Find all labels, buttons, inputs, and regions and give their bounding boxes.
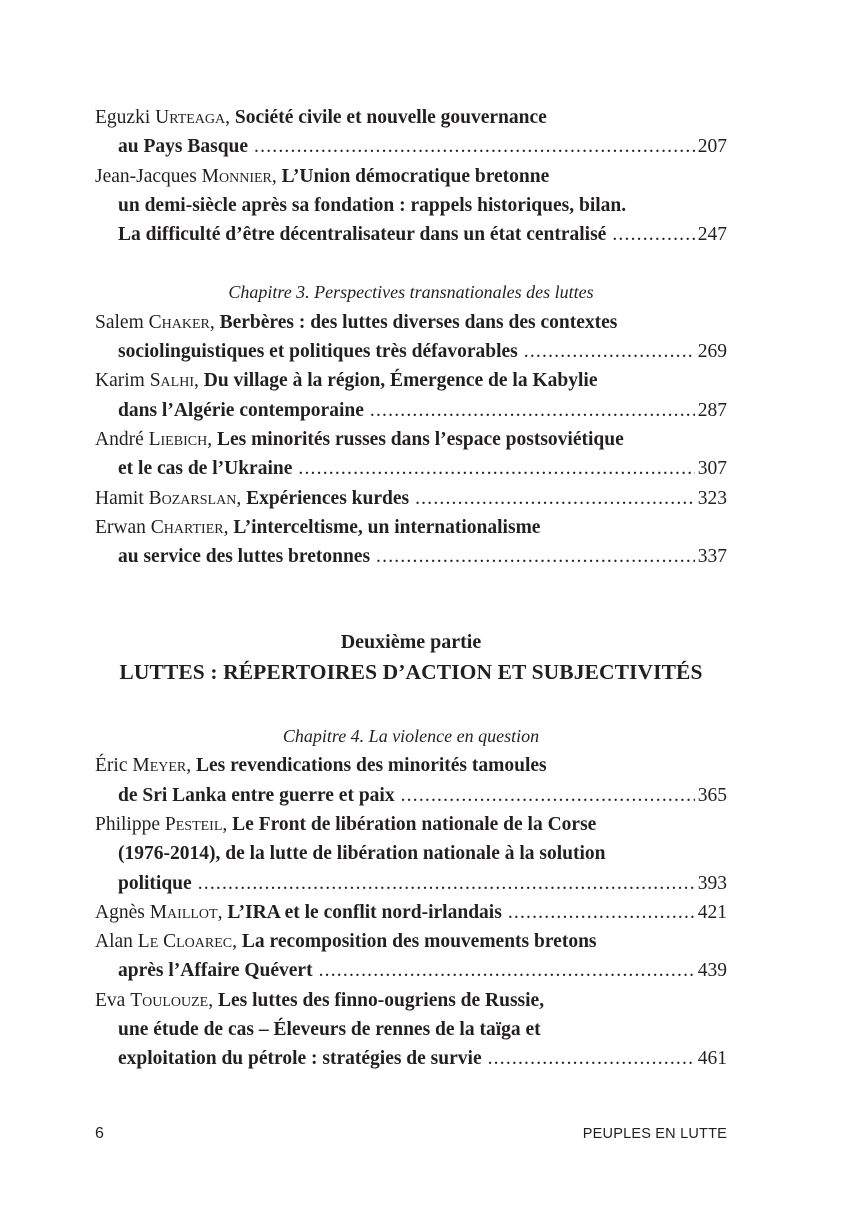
dot-leader xyxy=(298,454,694,483)
toc-entry-line xyxy=(95,366,727,395)
chapter-title: Expériences kurdes xyxy=(246,487,410,509)
chapter-title: L’Union démocratique bretonne xyxy=(281,165,550,187)
chapter-3-heading: Chapitre 3. Perspectives transnationales des luttes xyxy=(228,282,594,303)
toc-entry xyxy=(95,810,727,898)
chapter-title: politique xyxy=(118,872,192,894)
page-ref: 323 xyxy=(697,487,727,509)
author-first-name: Salem xyxy=(95,311,144,333)
toc-entry xyxy=(95,425,727,484)
chapter-title: L’IRA et le conflit nord-irlandais xyxy=(227,901,502,923)
author-last-name: Salhi xyxy=(149,370,194,392)
chapter-title: Du village à la région, Émergence de la Kabylie xyxy=(203,370,598,392)
toc-entry-text xyxy=(118,1044,482,1073)
author-first-name: Agnès xyxy=(95,901,145,923)
toc-entry-line xyxy=(95,162,727,191)
dot-leader xyxy=(524,337,695,366)
part-label: Deuxième partie xyxy=(340,631,482,654)
page-ref: 207 xyxy=(697,136,727,158)
author-first-name: Karim xyxy=(95,370,145,392)
toc-entry-line xyxy=(95,839,727,868)
table-of-contents xyxy=(95,103,727,1074)
toc-entry xyxy=(95,986,727,1074)
chapter-title: La difficulté d’être décentralisateur dans un état centralisé xyxy=(118,224,607,246)
chapter-title: au service des luttes bretonnes xyxy=(118,546,371,568)
toc-entry-text xyxy=(118,542,370,571)
toc-entry-text: Eva Toulouze, Les luttes des finno-ougriens de Russie, xyxy=(95,989,545,1011)
toc-entry xyxy=(95,484,727,513)
running-head: PEUPLES EN LUTTE xyxy=(582,1126,727,1142)
page-number: 6 xyxy=(95,1125,104,1142)
chapter-title: Les minorités russes dans l’espace postsoviétique xyxy=(216,428,624,450)
chapter-title: et le cas de l’Ukraine xyxy=(118,458,293,480)
chapter-title: Berbères : des luttes diverses dans des contextes xyxy=(219,311,618,333)
chapter-title: Société civile et nouvelle gouvernance xyxy=(234,107,547,128)
toc-entry-last-line xyxy=(95,396,727,425)
chapter-title: Le Front de libération nationale de la Corse xyxy=(232,813,597,835)
dot-leader xyxy=(254,132,695,161)
author-first-name: Erwan xyxy=(95,516,146,538)
toc-entry-last-line xyxy=(95,454,727,483)
toc-entry-text: André Liebich, Les minorités russes dans l’espace postsoviétique xyxy=(95,428,624,450)
dot-leader xyxy=(401,781,695,810)
chapter-title: dans l’Algérie contemporaine xyxy=(118,399,364,421)
toc-entry-line xyxy=(95,103,727,132)
author-first-name: André xyxy=(95,428,144,450)
toc-entry-line xyxy=(95,927,727,956)
page-ref: 287 xyxy=(697,399,727,421)
toc-entry-line xyxy=(95,191,727,220)
author-first-name: Alan xyxy=(95,931,133,953)
toc-entry-line xyxy=(95,513,727,542)
page-ref: 439 xyxy=(697,960,727,982)
spacer xyxy=(95,571,727,628)
toc-entry xyxy=(95,162,727,250)
page-ref: 393 xyxy=(697,872,727,894)
toc-entry-text xyxy=(118,132,248,161)
chapter-title: un demi-siècle après sa fondation : rappels historiques, bilan. xyxy=(118,194,627,216)
toc-entry xyxy=(95,513,727,572)
author-last-name: Urteaga xyxy=(155,107,226,128)
page-ref: 247 xyxy=(697,224,727,246)
toc-entry-last-line xyxy=(95,484,727,513)
page-ref: 365 xyxy=(697,784,727,806)
author-last-name: Chartier xyxy=(150,516,224,538)
author-first-name: Eguzki xyxy=(95,107,151,128)
chapter-title: sociolinguistiques et politiques très défavorables xyxy=(118,341,518,363)
author-first-name: Philippe xyxy=(95,813,161,835)
toc-entry-last-line xyxy=(95,956,727,985)
toc-entry-text xyxy=(118,869,192,898)
toc-entry-text: Hamit Bozarslan, Expériences kurdes xyxy=(95,487,410,509)
toc-entry-last-line xyxy=(95,1044,727,1073)
toc-entry-text: Jean-Jacques Monnier, L’Union démocratique bretonne xyxy=(95,165,550,187)
toc-entry-text xyxy=(118,781,395,810)
toc-entry-text: Philippe Pesteil, Le Front de libération nationale de la Corse xyxy=(95,813,597,835)
author-last-name: Pesteil xyxy=(164,813,223,835)
author-last-name: Le Cloarec xyxy=(137,931,233,953)
toc-entry-text xyxy=(118,195,626,216)
toc-entry xyxy=(95,927,727,986)
author-last-name: Bozarslan xyxy=(148,487,237,509)
toc-entry xyxy=(95,103,727,162)
chapter-title: Les luttes des finno-ougriens de Russie, xyxy=(217,989,545,1011)
toc-entry-line xyxy=(95,751,727,780)
spacer xyxy=(95,249,727,278)
part-title: LUTTES : RÉPERTOIRES D’ACTION ET SUBJECTIVITÉS xyxy=(119,659,703,684)
chapter-title: de Sri Lanka entre guerre et paix xyxy=(118,784,395,806)
author-last-name: Monnier xyxy=(201,165,272,187)
toc-group-1 xyxy=(95,103,727,249)
toc-entry-last-line xyxy=(95,542,727,571)
toc-entry-text xyxy=(118,220,606,249)
toc-entry-line xyxy=(95,810,727,839)
toc-entry-text: Salem Chaker, Berbères : des luttes diverses dans des contextes xyxy=(95,311,618,333)
toc-entry-text xyxy=(118,956,313,985)
toc-entry-last-line xyxy=(95,132,727,161)
toc-entry-last-line xyxy=(95,781,727,810)
toc-group-2 xyxy=(95,308,727,572)
toc-entry-text: Eguzki Urteaga, Société civile et nouvelle gouvernance xyxy=(95,107,547,128)
toc-entry-text: Erwan Chartier, L’interceltisme, un internationalisme xyxy=(95,516,541,538)
author-first-name: Hamit xyxy=(95,487,144,509)
chapter-title: une étude de cas – Éleveurs de rennes de la taïga et xyxy=(118,1019,541,1041)
dot-leader xyxy=(508,898,695,927)
page-ref: 337 xyxy=(697,546,727,568)
page-ref: 421 xyxy=(697,901,727,923)
author-last-name: Toulouze xyxy=(130,989,209,1011)
spacer xyxy=(95,687,727,722)
toc-entry xyxy=(95,366,727,425)
toc-entry-text: Alan Le Cloarec, La recomposition des mouvements bretons xyxy=(95,931,597,953)
chapter-title: (1976-2014), de la lutte de libération nationale à la solution xyxy=(118,843,606,865)
chapter-title: après l’Affaire Quévert xyxy=(118,960,313,982)
toc-entry xyxy=(95,308,727,367)
toc-entry-text: Karim Salhi, Du village à la région, Émergence de la Kabylie xyxy=(95,370,598,392)
chapter-title: L’interceltisme, un internationalisme xyxy=(233,516,541,538)
toc-entry-text: Agnès Maillot, L’IRA et le conflit nord-irlandais xyxy=(95,901,502,923)
dot-leader xyxy=(488,1044,695,1073)
toc-entry-last-line xyxy=(95,898,727,927)
toc-entry xyxy=(95,898,727,927)
page-ref: 307 xyxy=(697,458,727,480)
page-ref: 269 xyxy=(697,341,727,363)
toc-entry-text xyxy=(118,843,606,864)
author-first-name: Éric xyxy=(95,755,128,777)
author-first-name: Eva xyxy=(95,989,126,1011)
toc-entry-text xyxy=(118,396,364,425)
toc-entry-line xyxy=(95,1015,727,1044)
toc-group-3 xyxy=(95,751,727,1073)
chapter-title: La recomposition des mouvements bretons xyxy=(241,931,597,953)
toc-entry-last-line xyxy=(95,869,727,898)
page-footer xyxy=(95,1125,727,1145)
author-last-name: Maillot xyxy=(149,901,218,923)
author-last-name: Liebich xyxy=(148,428,208,450)
dot-leader xyxy=(198,869,695,898)
dot-leader xyxy=(376,542,695,571)
chapter-title: au Pays Basque xyxy=(118,136,249,158)
author-last-name: Meyer xyxy=(132,755,187,777)
chapter-title: Les revendications des minorités tamoules xyxy=(196,755,547,777)
dot-leader xyxy=(319,956,695,985)
author-first-name: Jean-Jacques xyxy=(95,165,197,187)
dot-leader xyxy=(370,396,695,425)
dot-leader xyxy=(415,484,695,513)
page-ref: 461 xyxy=(697,1048,727,1070)
chapter-title: exploitation du pétrole : stratégies de survie xyxy=(118,1048,482,1070)
toc-entry-line xyxy=(95,986,727,1015)
toc-entry-text xyxy=(118,337,518,366)
chapter-4-heading: Chapitre 4. La violence en question xyxy=(282,726,540,747)
toc-entry-text xyxy=(118,1019,541,1040)
dot-leader xyxy=(612,220,694,249)
toc-entry-last-line xyxy=(95,337,727,366)
toc-entry-last-line xyxy=(95,220,727,249)
toc-entry xyxy=(95,751,727,810)
toc-entry-line xyxy=(95,425,727,454)
toc-entry-text: Éric Meyer, Les revendications des minorités tamoules xyxy=(95,755,547,777)
toc-entry-line xyxy=(95,308,727,337)
author-last-name: Chaker xyxy=(148,311,210,333)
toc-entry-text xyxy=(118,454,292,483)
